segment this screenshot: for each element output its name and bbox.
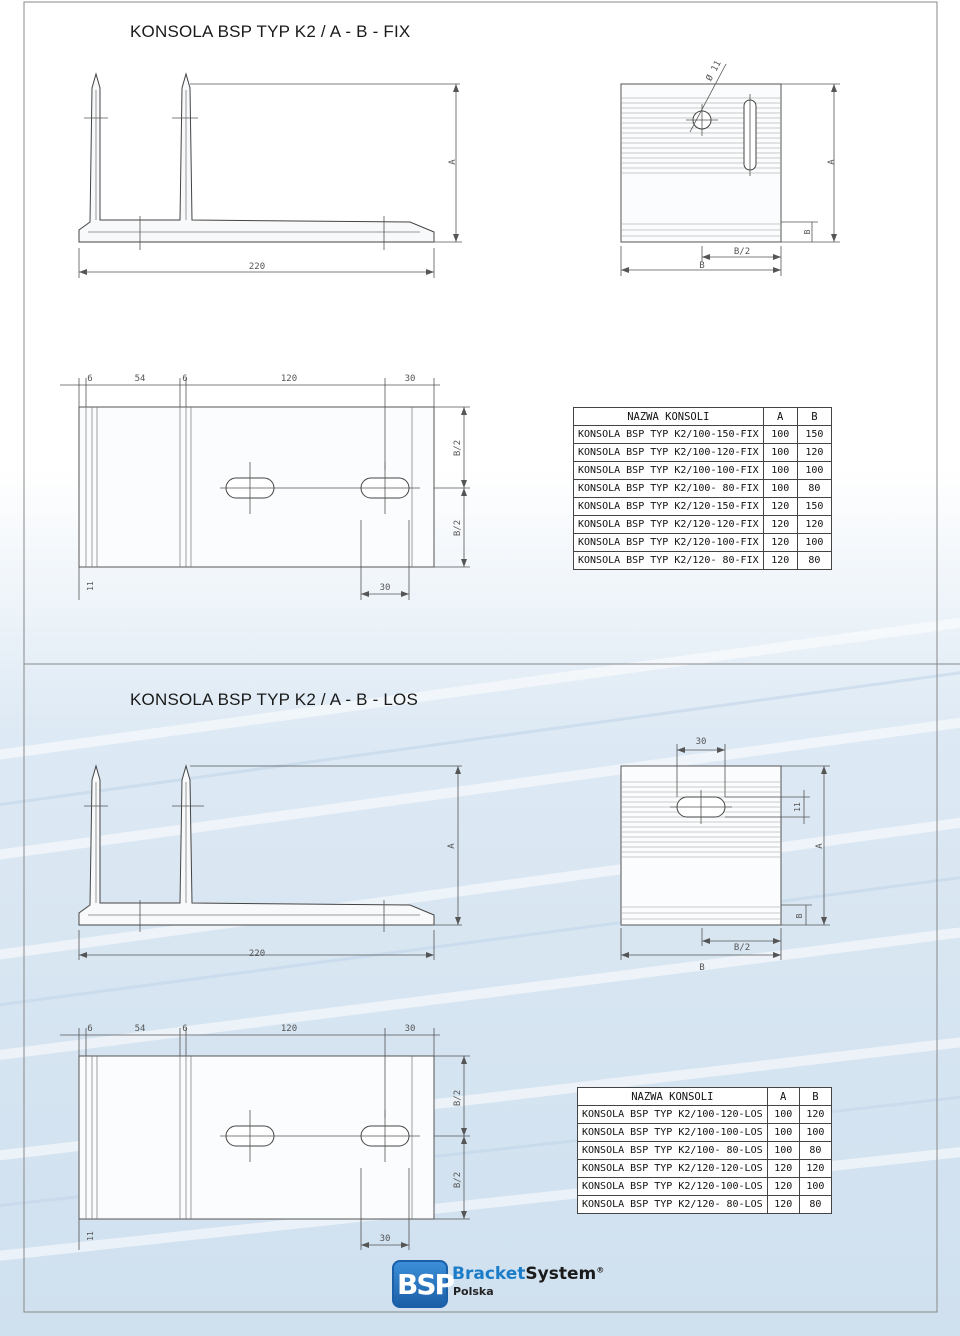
los-dim-30-top: 30	[695, 737, 707, 747]
row-b: 120	[799, 1160, 831, 1178]
row-b: 80	[799, 1196, 831, 1214]
row-name: KONSOLA BSP TYP K2/120-150-FIX	[574, 498, 764, 516]
fix-dim-a: A	[448, 159, 458, 165]
logo-name	[452, 1264, 604, 1284]
table-header-row	[578, 1088, 832, 1106]
row-name: KONSOLA BSP TYP K2/100-120-FIX	[574, 444, 764, 462]
logo-subtitle: Polska	[453, 1285, 494, 1298]
fix-dim-6b: 6	[182, 374, 188, 384]
row-a: 120	[767, 1196, 799, 1214]
table-row	[578, 1160, 832, 1178]
bracket-system-logo	[392, 1258, 605, 1308]
los-dim-220: 220	[248, 949, 266, 959]
table-row	[574, 498, 832, 516]
row-a: 120	[763, 516, 797, 534]
fix-dim-bhalf-bottom: B/2	[453, 519, 463, 537]
row-name: KONSOLA BSP TYP K2/100- 80-LOS	[578, 1142, 768, 1160]
table-row	[574, 480, 832, 498]
table-row	[578, 1196, 832, 1214]
row-name: KONSOLA BSP TYP K2/100-150-FIX	[574, 426, 764, 444]
table-row	[574, 516, 832, 534]
row-b: 100	[799, 1124, 831, 1142]
fix-dim-11: 11	[86, 581, 95, 591]
table-row	[578, 1142, 832, 1160]
row-a: 120	[763, 534, 797, 552]
table-row	[578, 1106, 832, 1124]
row-name: KONSOLA BSP TYP K2/120- 80-FIX	[574, 552, 764, 570]
row-b: 120	[797, 516, 831, 534]
los-dim-a: A	[447, 843, 457, 849]
los-dim-b: B	[699, 963, 705, 973]
row-name: KONSOLA BSP TYP K2/120-120-FIX	[574, 516, 764, 534]
row-a: 100	[767, 1142, 799, 1160]
los-title: KONSOLA BSP TYP K2 / A - B - LOS	[130, 690, 418, 709]
table-row	[574, 534, 832, 552]
row-name: KONSOLA BSP TYP K2/120-120-LOS	[578, 1160, 768, 1178]
fix-dim-b-right: B	[803, 229, 812, 235]
header-name: NAZWA KONSOLI	[574, 408, 764, 426]
header-a: A	[763, 408, 797, 426]
row-name: KONSOLA BSP TYP K2/120-100-FIX	[574, 534, 764, 552]
fix-dim-120: 120	[280, 374, 298, 384]
row-a: 120	[767, 1160, 799, 1178]
registered-mark: ®	[596, 1265, 605, 1275]
row-b: 100	[797, 462, 831, 480]
row-b: 120	[799, 1106, 831, 1124]
los-dim-b-right: B	[795, 913, 804, 919]
row-name: KONSOLA BSP TYP K2/120- 80-LOS	[578, 1196, 768, 1214]
los-dim-bhalf-top: B/2	[453, 1089, 463, 1107]
row-name: KONSOLA BSP TYP K2/100-100-LOS	[578, 1124, 768, 1142]
row-b: 120	[797, 444, 831, 462]
fix-dim-54: 54	[134, 374, 146, 384]
fix-spec-table	[573, 407, 832, 570]
fix-title: KONSOLA BSP TYP K2 / A - B - FIX	[130, 22, 411, 41]
table-row	[574, 552, 832, 570]
los-dim-120: 120	[280, 1024, 298, 1034]
bsp-logo-icon	[392, 1260, 454, 1308]
row-a: 100	[767, 1106, 799, 1124]
header-a: A	[767, 1088, 799, 1106]
los-dim-bhalf-bottom: B/2	[453, 1171, 463, 1189]
table-row	[574, 444, 832, 462]
fix-dim-b-half: B/2	[733, 247, 751, 257]
header-name: NAZWA KONSOLI	[578, 1088, 768, 1106]
los-dim-30: 30	[404, 1024, 416, 1034]
row-b: 80	[799, 1142, 831, 1160]
table-row	[574, 462, 832, 480]
los-dim-6a: 6	[87, 1024, 93, 1034]
row-b: 80	[797, 480, 831, 498]
row-a: 120	[763, 552, 797, 570]
row-b: 100	[799, 1178, 831, 1196]
fix-dim-b: B	[699, 261, 705, 271]
row-b: 150	[797, 498, 831, 516]
los-dim-30-bottom: 30	[379, 1234, 391, 1244]
los-dim-11: 11	[86, 1231, 95, 1241]
fix-dim-30: 30	[404, 374, 416, 384]
row-a: 100	[763, 462, 797, 480]
row-b: 80	[797, 552, 831, 570]
fix-dim-220: 220	[248, 262, 266, 272]
header-b: B	[799, 1088, 831, 1106]
row-a: 100	[763, 480, 797, 498]
fix-dim-bhalf-top: B/2	[453, 439, 463, 457]
row-a: 100	[763, 444, 797, 462]
los-dim-11-right: 11	[793, 802, 802, 812]
fix-dim-a-right: A	[827, 159, 837, 165]
los-dim-6b: 6	[182, 1024, 188, 1034]
row-b: 100	[797, 534, 831, 552]
fix-dim-phi: Ø 11	[704, 59, 724, 83]
table-header-row	[574, 408, 832, 426]
row-name: KONSOLA BSP TYP K2/120-100-LOS	[578, 1178, 768, 1196]
row-a: 100	[767, 1124, 799, 1142]
los-dim-b-half: B/2	[733, 943, 751, 953]
los-dim-a-right: A	[815, 843, 825, 849]
row-a: 120	[763, 498, 797, 516]
table-row	[578, 1124, 832, 1142]
logo-name-a: Bracket	[452, 1264, 526, 1284]
fix-dim-30-bottom: 30	[379, 583, 391, 593]
row-name: KONSOLA BSP TYP K2/100- 80-FIX	[574, 480, 764, 498]
row-name: KONSOLA BSP TYP K2/100-100-FIX	[574, 462, 764, 480]
row-a: 120	[767, 1178, 799, 1196]
logo-mark: BSP	[397, 1268, 454, 1301]
row-name: KONSOLA BSP TYP K2/100-120-LOS	[578, 1106, 768, 1124]
row-a: 100	[763, 426, 797, 444]
table-row	[574, 426, 832, 444]
fix-dim-6a: 6	[87, 374, 93, 384]
los-spec-table	[577, 1087, 832, 1214]
logo-name-b: System	[525, 1264, 597, 1284]
table-row	[578, 1178, 832, 1196]
los-dim-54: 54	[134, 1024, 146, 1034]
row-b: 150	[797, 426, 831, 444]
header-b: B	[797, 408, 831, 426]
